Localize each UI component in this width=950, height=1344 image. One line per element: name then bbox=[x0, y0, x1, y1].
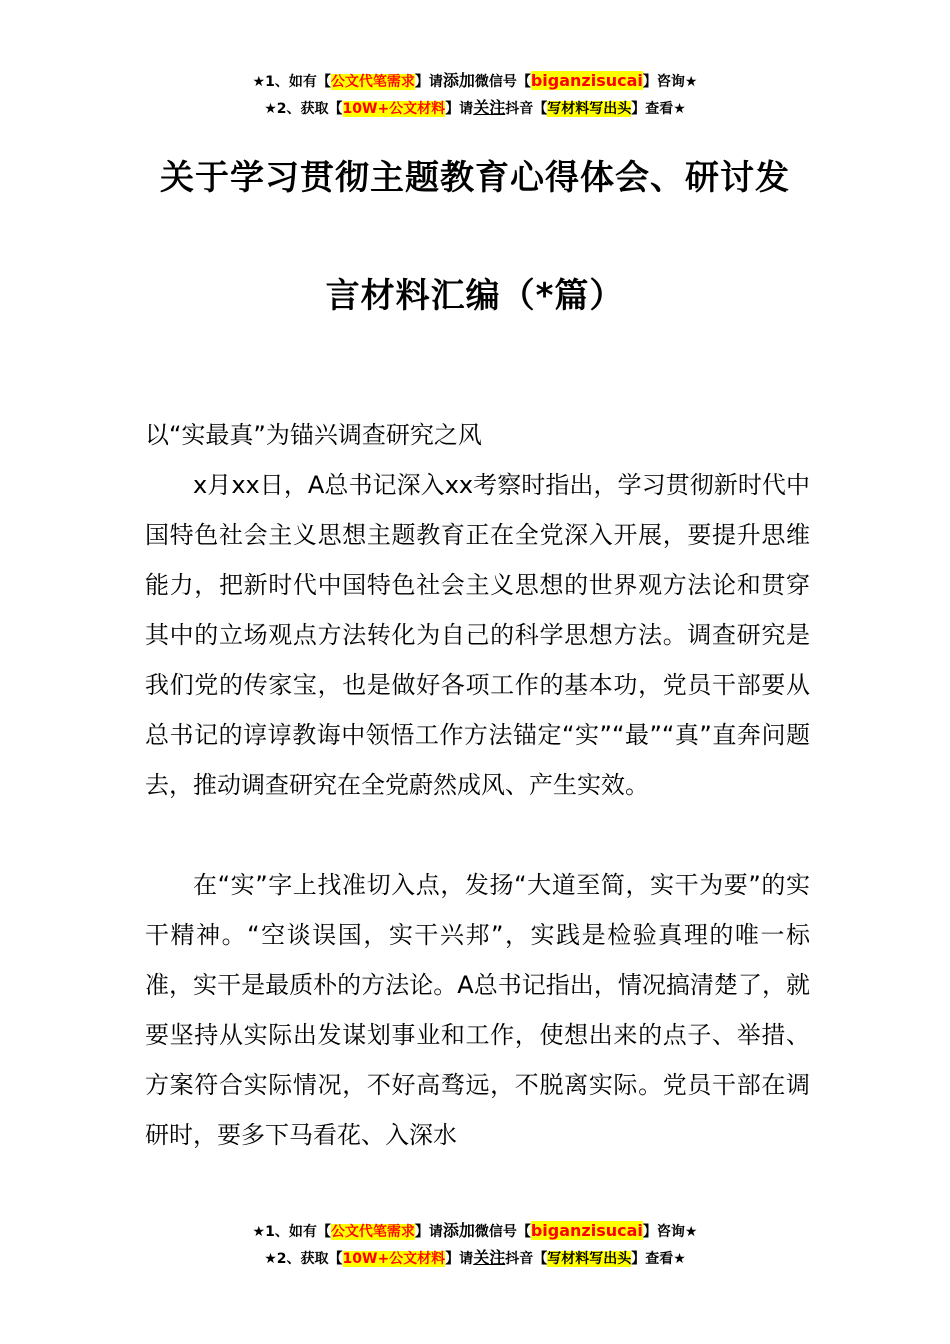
article-paragraph-2: 在“实”字上找准切入点，发扬“大道至简，实干为要”的实干精神。“空谈误国，实干兴邦”，实践是检验真理的唯一标准，实干是最质朴的方法论。A总书记指出，情况搞清楚了，就要坚持从实际出发谋划事业和工作，使想出来的点子、举措、方案符合实际情况，不好高骛远，不脱离实际。党员干部在调研时，要多下马看花、入深水 bbox=[145, 871, 810, 1149]
paragraph-spacer bbox=[145, 810, 810, 860]
promo-line-2: ★2、获取【10W+公文材料】请关注抖音【写材料写出头】查看★ bbox=[264, 98, 686, 117]
promo-banner-top bbox=[0, 68, 950, 122]
article-paragraph-1: x月xx日，A总书记深入xx考察时指出，学习贯彻新时代中国特色社会主义思想主题教育正在全党深入开展，要提升思维能力，把新时代中国特色社会主义思想的世界观方法论和贯穿其中的立场观点方法转化为自己的科学思想方法。调查研究是我们党的传家宝，也是做好各项工作的基本功，党员干部要从总书记的谆谆教诲中领悟工作方法锚定“实”“最”“真”直奔问题去，推动调查研究在全党蔚然成风、产生实效。 bbox=[145, 471, 810, 799]
promo-line-1: ★1、如有【公文代笔需求】请添加微信号【biganzisucai】咨询★ bbox=[252, 71, 698, 90]
article-body bbox=[145, 410, 810, 1160]
promo-line-1: ★1、如有【公文代笔需求】请添加微信号【biganzisucai】咨询★ bbox=[252, 1221, 698, 1240]
promo-banner-bottom bbox=[0, 1218, 950, 1272]
promo-line-2: ★2、获取【10W+公文材料】请关注抖音【写材料写出头】查看★ bbox=[264, 1248, 686, 1267]
document-title-line-1: 关于学习贯彻主题教育心得体会、研讨发 bbox=[160, 158, 790, 198]
document-title-line-2: 言材料汇编（*篇） bbox=[325, 276, 625, 316]
article-heading: 以“实最真”为锚兴调查研究之风 bbox=[145, 421, 482, 449]
